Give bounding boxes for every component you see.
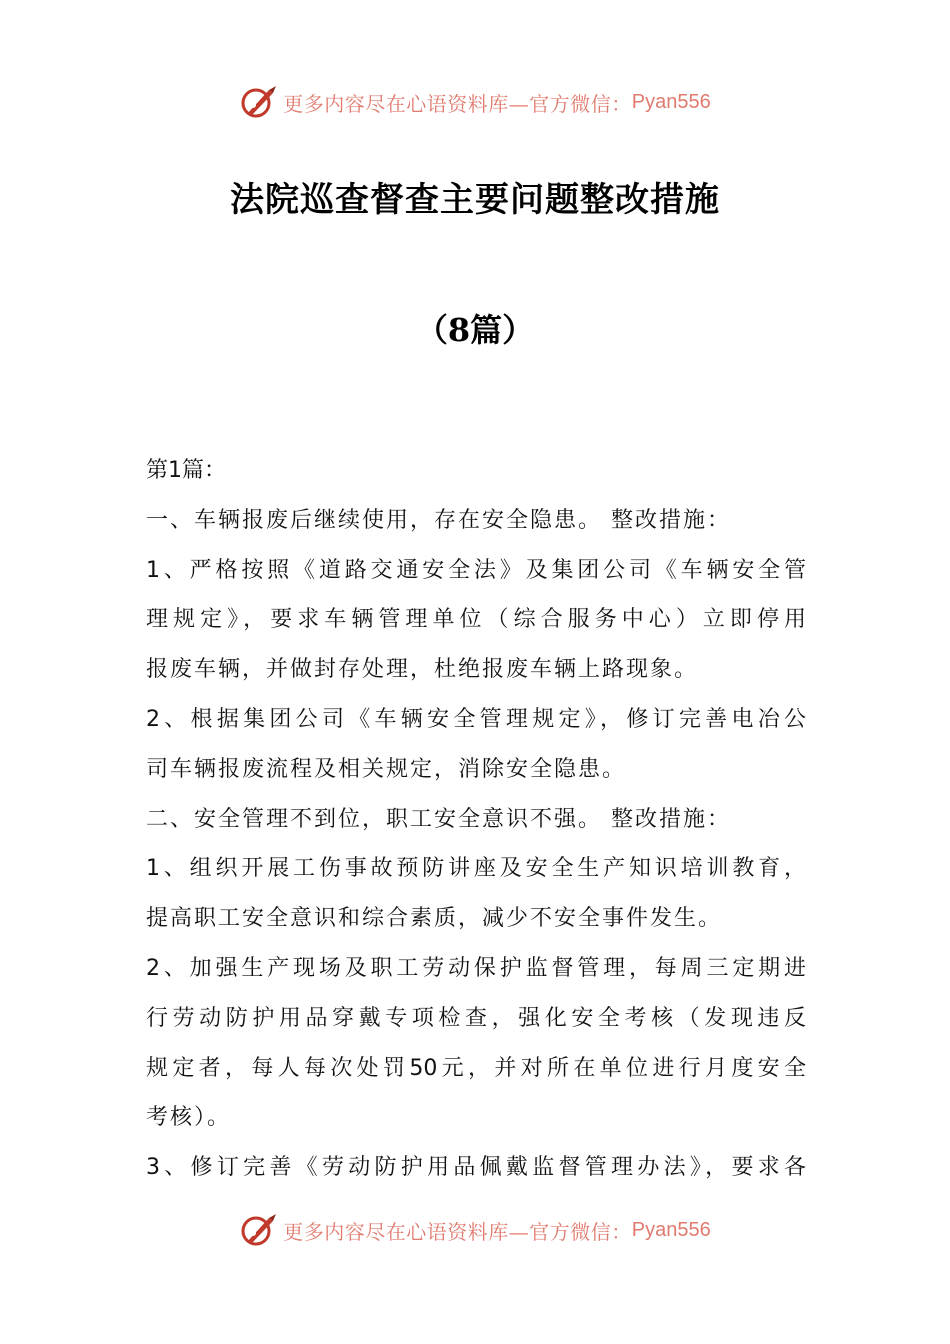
paragraph-line: 考核）。	[146, 1105, 232, 1131]
paragraph-line: 提高职工安全意识和综合素质，减少不安全事件发生。	[146, 906, 723, 932]
paragraph-line: 理规定》，要求车辆管理单位（综合服务中心）立即停用	[146, 607, 806, 633]
quill-pen-icon	[239, 84, 279, 120]
document-subtitle: （8篇）	[415, 311, 535, 349]
watermark-banner-top	[0, 82, 950, 122]
banner-wechat-id: Pyan556	[631, 1218, 711, 1241]
paragraph-line: 规定者，每人每次处罚50元，并对所在单位进行月度安全	[146, 1055, 806, 1081]
paragraph-line: 报废车辆，并做封存处理，杜绝报废车辆上路现象。	[146, 657, 699, 683]
document-title: 法院巡查督查主要问题整改措施	[230, 180, 720, 220]
problem-heading: 一、车辆报废后继续使用，存在安全隐患。 整改措施：	[146, 507, 731, 533]
banner-text: 更多内容尽在心语资料库—官方微信：	[283, 1219, 632, 1244]
problem-heading: 二、安全管理不到位，职工安全意识不强。 整改措施：	[146, 806, 731, 832]
paragraph-line: 司车辆报废流程及相关规定，消除安全隐患。	[146, 756, 627, 782]
banner-text: 更多内容尽在心语资料库—官方微信：	[283, 91, 632, 116]
section-heading: 第1篇：	[146, 458, 226, 483]
paragraph-line: 2、加强生产现场及职工劳动保护监督管理，每周三定期进	[146, 955, 806, 981]
paragraph-line: 2、根据集团公司《车辆安全管理规定》，修订完善电冶公	[146, 706, 806, 732]
paragraph-line: 3、修订完善《劳动防护用品佩戴监督管理办法》，要求各	[146, 1155, 806, 1181]
paragraph-line: 行劳动防护用品穿戴专项检查，强化安全考核（发现违反	[146, 1005, 806, 1031]
banner-wechat-id: Pyan556	[631, 90, 711, 113]
document-body	[146, 446, 806, 1193]
quill-pen-icon	[239, 1212, 279, 1248]
paragraph-line: 1、组织开展工伤事故预防讲座及安全生产知识培训教育，	[146, 856, 806, 882]
paragraph-line: 1、严格按照《道路交通安全法》及集团公司《车辆安全管	[146, 557, 806, 583]
watermark-banner-bottom	[0, 1210, 950, 1250]
